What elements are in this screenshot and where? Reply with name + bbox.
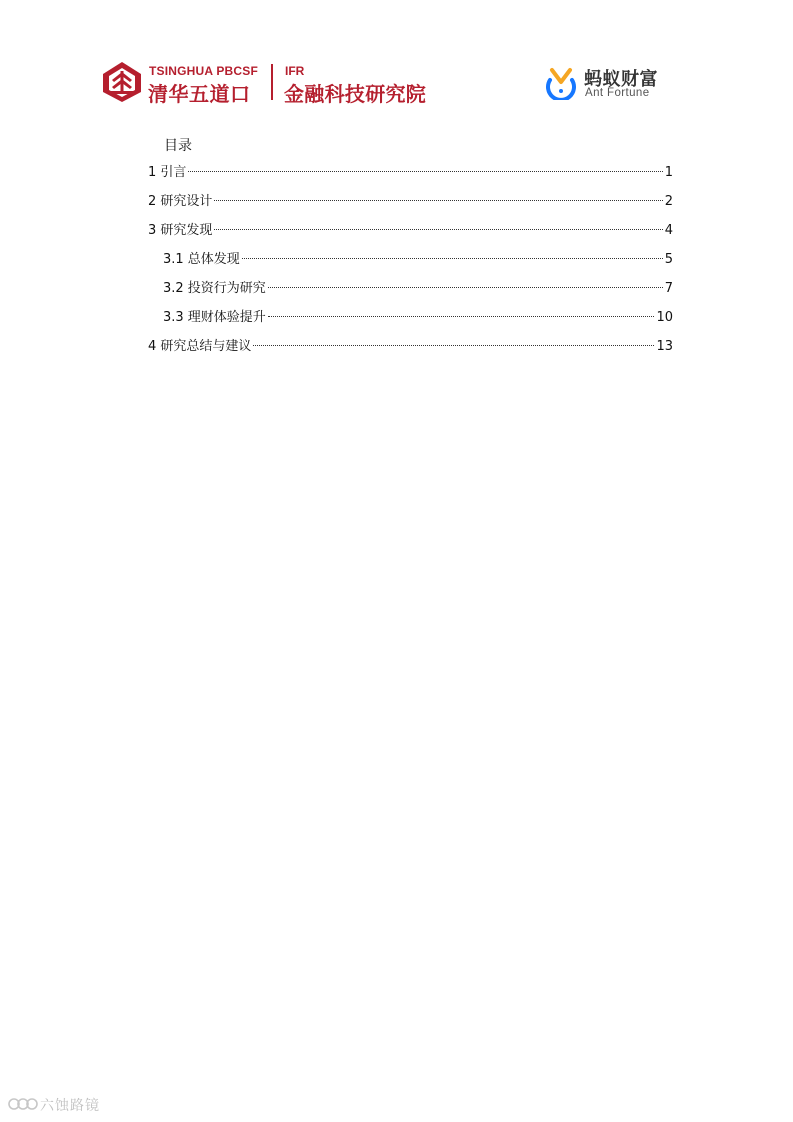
toc-dot-leader <box>188 171 662 172</box>
toc-entry-page: 4 <box>664 223 673 238</box>
logo-divider <box>271 64 273 100</box>
toc-dot-leader <box>268 316 655 317</box>
toc-entry-label: 1 引言 <box>148 165 187 180</box>
watermark-logo-icon <box>8 1096 38 1112</box>
toc-dot-leader <box>268 287 663 288</box>
toc-dot-leader <box>253 345 654 346</box>
ant-fortune-icon <box>544 64 578 100</box>
toc-entry-research-design[interactable] <box>148 192 673 212</box>
toc-entry-introduction[interactable] <box>148 163 673 183</box>
toc-entry-page: 13 <box>656 339 673 354</box>
ifr-name-cn: 金融科技研究院 <box>284 82 427 106</box>
watermark-text: 六蚀路镜 <box>40 1098 100 1114</box>
tsinghua-pbcsf-logo <box>101 60 441 108</box>
toc-entry-research-findings[interactable] <box>148 221 673 241</box>
toc-title: 目录 <box>164 138 192 154</box>
toc-entry-investment-behavior[interactable] <box>163 279 673 299</box>
tsinghua-name-cn: 清华五道口 <box>148 82 251 106</box>
toc-entry-page: 2 <box>664 194 673 209</box>
ant-fortune-name-cn: 蚂蚁财富 <box>584 69 658 90</box>
toc-entry-page: 7 <box>664 281 673 296</box>
toc-entry-label: 3 研究发现 <box>148 223 213 238</box>
toc-entry-page: 10 <box>656 310 673 325</box>
toc-dot-leader <box>242 258 663 259</box>
toc-entry-label: 4 研究总结与建议 <box>148 339 252 354</box>
watermark <box>8 1094 118 1116</box>
toc-dot-leader <box>214 229 662 230</box>
toc-entry-label: 3.3 理财体验提升 <box>163 310 266 325</box>
tsinghua-name-en: TSINGHUA PBCSF <box>149 64 259 78</box>
toc-entry-overall-findings[interactable] <box>163 250 673 270</box>
toc-entry-page: 1 <box>664 165 673 180</box>
toc-entry-page: 5 <box>664 252 673 267</box>
ant-fortune-name-en: Ant Fortune <box>585 87 650 99</box>
toc-entry-summary-recommendations[interactable] <box>148 337 673 357</box>
ant-fortune-logo <box>544 62 674 104</box>
tsinghua-emblem-icon <box>101 60 143 104</box>
ifr-abbr: IFR <box>285 64 305 78</box>
page-header <box>0 0 793 120</box>
toc-entry-label: 3.1 总体发现 <box>163 252 240 267</box>
toc-entry-label: 2 研究设计 <box>148 194 213 209</box>
toc-dot-leader <box>214 200 662 201</box>
toc-entry-wealth-experience[interactable] <box>163 308 673 328</box>
toc-entry-label: 3.2 投资行为研究 <box>163 281 266 296</box>
